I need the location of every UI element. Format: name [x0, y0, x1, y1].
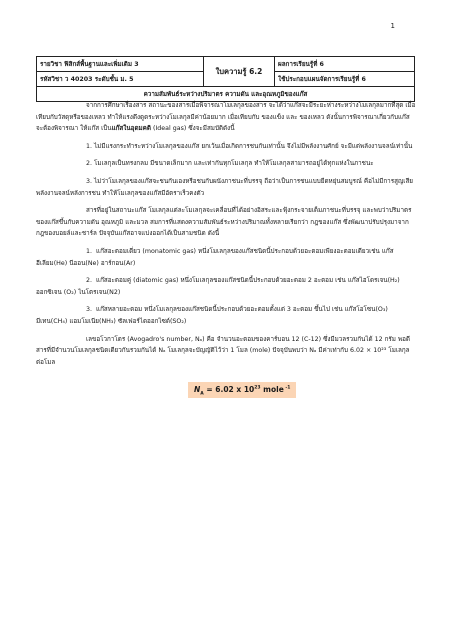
gas-type-2-text: แก๊สอะตอมคู่ (diatomic gas) หนึ่งโมเลกุลของแก๊สชนิดนี้ประกอบด้วยอะตอม 2 อะตอม เช่น แก๊สไฮโดรเจน(H₂) ออกซิเจน (O₂) ไนโตรเจน(N2) [36, 277, 400, 296]
subject-code: รหัสวิชา ว 40203 ระดับชั้น ม. 5 [37, 72, 204, 87]
formula-unit: mole [260, 385, 284, 395]
subject-name: รายวิชา ฟิสิกส์พื้นฐานและเพิ่มเติม 3 [37, 57, 204, 72]
sheet-number: ใบความรู้ 6.2 [204, 57, 275, 87]
lesson-plan: ใช้ประกอบแผนจัดการเรียนรู้ที่ 6 [275, 72, 415, 87]
formula-subscript: A [200, 391, 204, 397]
avogadro-formula [188, 382, 296, 398]
formula-symbol: N [194, 385, 201, 395]
gas-type-1 [36, 246, 416, 269]
intro-paragraph [36, 100, 416, 135]
formula-unit-exponent: -1 [283, 385, 291, 391]
page-number: 1 [390, 22, 395, 30]
property-1: 1. ไม่มีแรงกระทำระหว่างโมเลกุลของแก๊ส ยกเว้นเมื่อเกิดการชนกันเท่านั้น จึงไม่มีพลังงานศักย์ จะมีแต่พลังงานจลน์เท่านั้น [86, 142, 413, 150]
property-2: 2. โมเลกุลเป็นทรงกลม มีขนาดเล็กมาก และเท่ากันทุกโมเลกุล ทำให้โมเลกุลสามารถอยู่ได้ทุกแห่งในภาชนะ [86, 160, 374, 168]
gas-classification-paragraph: สารที่อยู่ในสถานะแก๊ส โมเลกุลแต่ละโมเลกุลจะเคลื่อนที่ได้อย่างอิสระและฟุ้งกระจายเต็มภาชนะที่บรรจุ และพบว่าปริมาตรของแก๊สขึ้นกับความดัน อุณหภูมิ และมวล สมการที่แสดงความสัมพันธ์ระหว่างปริมาณทั้งหลายเรียกว่า กฎของแก๊ส ซึ่งพัฒนาปรับปรุงมาจากกฎของบอยล์และชาร์ล ปัจจุบันแก๊สอาจแบ่งออกได้เป็นสามชนิด ดังนี้ [36, 207, 412, 238]
formula-exponent: 23 [254, 385, 261, 391]
formula-value: = 6.02 x 10 [203, 385, 255, 395]
document-body [36, 100, 416, 398]
ideal-gas-term: แก๊สในอุดมคติ [111, 125, 151, 133]
gas-type-3-text: แก๊สหลายอะตอม หนึ่งโมเลกุลของแก๊สชนิดนี้ประกอบด้วยอะตอมตั้งแต่ 3 อะตอม ขึ้นไป เช่น แก๊สโอโซน(O₃) มีเทน(CH₄) แอมโมเนีย(NH₃) ซัลเฟอร์ไดออกไซด์(SO₂) [36, 306, 388, 325]
property-3: 3. ไม่ว่าโมเลกุลของแก๊สจะชนกันเองหรือชนกับผนังภาชนะที่บรรจุ ถือว่าเป็นการชนแบบยืดหยุ่นสมบูรณ์ คือไม่มีการสูญเสียพลังงานจลน์หลังการชน ทำให้โมเลกุลของแก๊สมีอัตราเร็วคงตัว [36, 177, 413, 197]
avogadro-paragraph: เลขอโวกาโดร (Avogadro's number, Nₐ) คือ จำนวนอะตอมของคาร์บอน 12 (C-12) ซึ่งมีมวลรวมกันได้ 12 กรัม พอดี สารที่มีจำนวนโมเลกุลชนิดเดียวกันรวมกันได้ Nₐ โมเลกุลจะบัญญัติไว้ว่า 1 โมล (mole) ปัจจุบันพบว่า Nₐ มีค่าเท่ากับ 6.02 × 10²³ โมเลกุลต่อโมล [36, 335, 410, 366]
gas-type-1-text: แก๊สอะตอมเดี่ยว (monatomic gas) หนึ่งโมเลกุลของแก๊สชนิดนี้ประกอบด้วยอะตอมเพียงอะตอมเดียวเช่น แก๊สฮีเลียม(He) นีออน(Ne) อาร์กอน(Ar) [36, 247, 394, 267]
gas-type-2 [36, 275, 416, 298]
sheet-title: ความสัมพันธ์ระหว่างปริมาตร ความดัน และอุณหภูมิของแก๊ส [37, 87, 415, 102]
intro-tail: (Ideal gas) ซึ่งจะมีสมบัติดังนี้ [150, 125, 235, 133]
gas-type-3 [36, 304, 416, 327]
intro-text: จากการศึกษาเรื่องสาร สถานะของสารเมื่อพิจารณาโมเลกุลของสาร จะได้ว่าแก๊สจะมีระยะห่างระหว่างโมเลกุลมากที่สุด เมื่อเทียบกับวัสดุหรือของเหลว ทำให้แรงดึงดูดระหว่างโมเลกุลมีค่าน้อยมาก เมื่อเทียบกับ ของแข็ง และ ของเหลว ดังนั้นการพิจารณาเกี่ยวกับแก๊ส จะต้องพิจารณา ให้แก๊ส เป็น [36, 102, 416, 133]
learning-outcome: ผลการเรียนรู้ที่ 6 [275, 57, 415, 72]
header-table [36, 56, 415, 102]
gas-type-2-number: 2. [86, 277, 93, 285]
gas-type-3-number: 3. [86, 306, 93, 314]
gas-type-1-number: 1. [86, 247, 93, 255]
